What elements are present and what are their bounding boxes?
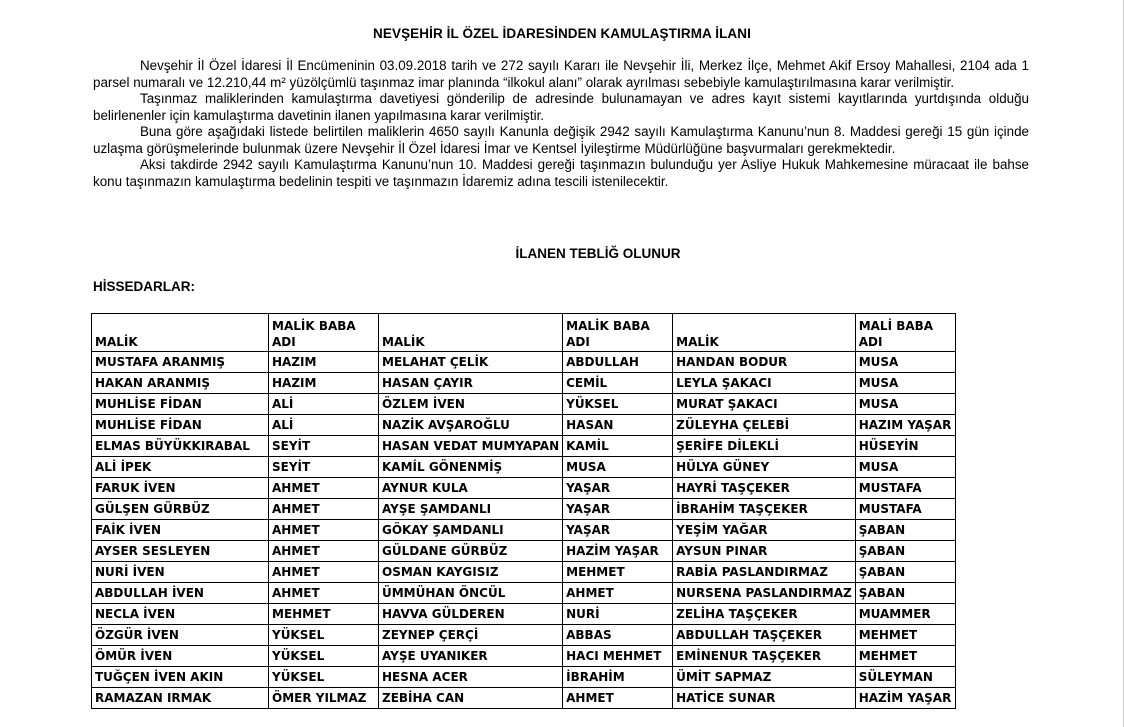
- table-header-row: [92, 314, 956, 352]
- cell-father-2: ABBAS: [563, 625, 673, 646]
- cell-father-1: YÜKSEL: [269, 646, 379, 667]
- paragraph-application: Buna göre aşağıdaki listede belirtilen maliklerin 4650 sayılı Kanunla değişik 2942 sayılı Kamulaştırma Kanunu’nun 8. Maddesi gereği 15 gün içinde uzlaşma görüşmelerinde bulunmak üzere Nevşehir İl Özel İdaresi İmar ve Kentsel İyileştirme Müdürlüğüne başvurmaları gerekmektedir.: [93, 124, 1029, 156]
- table-row: [92, 604, 956, 625]
- table-row: [92, 520, 956, 541]
- cell-father-1: AHMET: [269, 499, 379, 520]
- cell-father-3: HÜSEYİN: [855, 436, 955, 457]
- cell-owner-1: MUHLİSE FİDAN: [92, 394, 269, 415]
- cell-father-1: AHMET: [269, 562, 379, 583]
- cell-father-1: HAZIM: [269, 373, 379, 394]
- cell-father-1: HAZIM: [269, 352, 379, 373]
- document-title: NEVŞEHİR İL ÖZEL İDARESİNDEN KAMULAŞTIRMA İLANI: [373, 26, 751, 41]
- cell-owner-3: LEYLA ŞAKACI: [673, 373, 856, 394]
- cell-father-2: YAŞAR: [563, 499, 673, 520]
- table-row: [92, 541, 956, 562]
- table-row: [92, 583, 956, 604]
- cell-father-2: AHMET: [563, 583, 673, 604]
- cell-father-2: AHMET: [563, 688, 673, 709]
- shareholders-label: HİSSEDARLAR:: [93, 279, 196, 294]
- cell-father-1: AHMET: [269, 520, 379, 541]
- cell-owner-1: ALİ İPEK: [92, 457, 269, 478]
- cell-father-1: AHMET: [269, 583, 379, 604]
- cell-owner-2: GÜLDANE GÜRBÜZ: [379, 541, 563, 562]
- table-row: [92, 478, 956, 499]
- cell-father-3: HAZİM YAŞAR: [855, 688, 955, 709]
- cell-owner-1: HAKAN ARANMIŞ: [92, 373, 269, 394]
- cell-owner-1: ÖZGÜR İVEN: [92, 625, 269, 646]
- cell-owner-1: FAİK İVEN: [92, 520, 269, 541]
- cell-father-3: MUSTAFA: [855, 499, 955, 520]
- table-row: [92, 688, 956, 709]
- cell-owner-2: HESNA ACER: [379, 667, 563, 688]
- cell-owner-3: HÜLYA GÜNEY: [673, 457, 856, 478]
- notice-subtitle: İLANEN TEBLİĞ OLUNUR: [515, 246, 681, 261]
- cell-owner-2: ÜMMÜHAN ÖNCÜL: [379, 583, 563, 604]
- cell-father-2: YAŞAR: [563, 478, 673, 499]
- cell-father-1: SEYİT: [269, 436, 379, 457]
- cell-owner-3: MURAT ŞAKACI: [673, 394, 856, 415]
- cell-owner-2: HASAN ÇAYIR: [379, 373, 563, 394]
- paragraph-decision: Nevşehir İl Özel İdaresi İl Encümeninin 03.09.2018 tarih ve 272 sayılı Kararı ile Nevşehir İli, Merkez İlçe, Mehmet Akif Ersoy Mahallesi, 2104 ada 1 parsel numaralı ve 12.210,44 m² yüzölçümlü taşınmaz imar planında “ilkokul alanı” olarak ayrılması sebebiyle kamulaştırılmasına karar verilmiştir.: [93, 58, 1029, 90]
- cell-father-3: MUSTAFA: [855, 478, 955, 499]
- cell-owner-3: EMİNENUR TAŞÇEKER: [673, 646, 856, 667]
- cell-father-1: MEHMET: [269, 604, 379, 625]
- cell-father-2: HACI MEHMET: [563, 646, 673, 667]
- table-row: [92, 436, 956, 457]
- cell-father-1: ALİ: [269, 415, 379, 436]
- cell-owner-1: MUSTAFA ARANMIŞ: [92, 352, 269, 373]
- cell-owner-1: ELMAS BÜYÜKKIRABAL: [92, 436, 269, 457]
- cell-father-2: KAMİL: [563, 436, 673, 457]
- header-owner-3: MALİK: [673, 314, 856, 352]
- cell-father-3: MEHMET: [855, 646, 955, 667]
- table-row: [92, 373, 956, 394]
- cell-father-1: AHMET: [269, 478, 379, 499]
- cell-father-1: YÜKSEL: [269, 667, 379, 688]
- cell-owner-1: NURİ İVEN: [92, 562, 269, 583]
- cell-owner-1: AYSER SESLEYEN: [92, 541, 269, 562]
- table-row: [92, 625, 956, 646]
- cell-owner-2: AYNUR KULA: [379, 478, 563, 499]
- cell-father-3: ŞABAN: [855, 562, 955, 583]
- cell-owner-1: GÜLŞEN GÜRBÜZ: [92, 499, 269, 520]
- cell-father-3: ŞABAN: [855, 520, 955, 541]
- cell-owner-1: RAMAZAN IRMAK: [92, 688, 269, 709]
- cell-owner-3: ABDULLAH TAŞÇEKER: [673, 625, 856, 646]
- cell-father-2: İBRAHİM: [563, 667, 673, 688]
- table-row: [92, 499, 956, 520]
- cell-father-3: SÜLEYMAN: [855, 667, 955, 688]
- cell-father-1: ÖMER YILMAZ: [269, 688, 379, 709]
- cell-father-2: HASAN: [563, 415, 673, 436]
- header-father-2: MALİK BABA ADI: [563, 314, 673, 352]
- cell-owner-3: HANDAN BODUR: [673, 352, 856, 373]
- cell-owner-2: ÖZLEM İVEN: [379, 394, 563, 415]
- cell-owner-1: ÖMÜR İVEN: [92, 646, 269, 667]
- cell-father-3: MUSA: [855, 457, 955, 478]
- cell-owner-2: HASAN VEDAT MUMYAPAN: [379, 436, 563, 457]
- cell-father-3: MEHMET: [855, 625, 955, 646]
- table-row: [92, 646, 956, 667]
- cell-father-3: MUSA: [855, 352, 955, 373]
- shareholders-table: [91, 313, 956, 709]
- cell-father-1: SEYİT: [269, 457, 379, 478]
- cell-father-1: YÜKSEL: [269, 625, 379, 646]
- cell-owner-2: AYŞE UYANIKER: [379, 646, 563, 667]
- cell-owner-3: YEŞİM YAĞAR: [673, 520, 856, 541]
- cell-father-2: CEMİL: [563, 373, 673, 394]
- paragraph-notice: Taşınmaz maliklerinden kamulaştırma davetiyesi gönderilip de adresinde bulunamayan ve adres kayıt sistemi kayıtlarında yurtdışında olduğu belirlenenler için kamulaştırma davetinin ilanen yapılmasına karar verilmiştir.: [93, 91, 1029, 123]
- cell-father-2: YAŞAR: [563, 520, 673, 541]
- table-row: [92, 352, 956, 373]
- table-row: [92, 415, 956, 436]
- cell-owner-2: ZEYNEP ÇERÇİ: [379, 625, 563, 646]
- cell-father-3: HAZIM YAŞAR: [855, 415, 955, 436]
- cell-father-2: MEHMET: [563, 562, 673, 583]
- cell-father-2: ABDULLAH: [563, 352, 673, 373]
- cell-owner-1: FARUK İVEN: [92, 478, 269, 499]
- header-owner-1: MALİK: [92, 314, 269, 352]
- cell-owner-3: RABİA PASLANDIRMAZ: [673, 562, 856, 583]
- cell-owner-2: AYŞE ŞAMDANLI: [379, 499, 563, 520]
- cell-owner-2: GÖKAY ŞAMDANLI: [379, 520, 563, 541]
- cell-father-2: HAZİM YAŞAR: [563, 541, 673, 562]
- table-body: [92, 352, 956, 709]
- cell-owner-3: NURSENA PASLANDIRMAZ: [673, 583, 856, 604]
- cell-father-3: ŞABAN: [855, 541, 955, 562]
- cell-owner-3: ZÜLEYHA ÇELEBİ: [673, 415, 856, 436]
- cell-owner-3: İBRAHİM TAŞÇEKER: [673, 499, 856, 520]
- cell-owner-3: ŞERİFE DİLEKLİ: [673, 436, 856, 457]
- cell-father-1: ALİ: [269, 394, 379, 415]
- cell-owner-1: TUĞÇEN İVEN AKIN: [92, 667, 269, 688]
- cell-owner-1: MUHLİSE FİDAN: [92, 415, 269, 436]
- header-father-3: MALİ BABA ADI: [855, 314, 955, 352]
- cell-owner-3: AYSUN PINAR: [673, 541, 856, 562]
- cell-owner-2: ZEBİHA CAN: [379, 688, 563, 709]
- cell-owner-1: NECLA İVEN: [92, 604, 269, 625]
- cell-father-3: MUSA: [855, 394, 955, 415]
- cell-owner-2: MELAHAT ÇELİK: [379, 352, 563, 373]
- cell-owner-3: ZELİHA TAŞÇEKER: [673, 604, 856, 625]
- cell-father-2: NURİ: [563, 604, 673, 625]
- cell-owner-2: HAVVA GÜLDEREN: [379, 604, 563, 625]
- cell-owner-1: ABDULLAH İVEN: [92, 583, 269, 604]
- cell-owner-2: OSMAN KAYGISIZ: [379, 562, 563, 583]
- table-row: [92, 562, 956, 583]
- header-father-1: MALİK BABA ADI: [269, 314, 379, 352]
- cell-father-3: MUSA: [855, 373, 955, 394]
- table-row: [92, 667, 956, 688]
- cell-owner-3: HATİCE SUNAR: [673, 688, 856, 709]
- cell-owner-2: KAMİL GÖNENMİŞ: [379, 457, 563, 478]
- cell-father-2: MUSA: [563, 457, 673, 478]
- cell-owner-2: NAZİK AVŞAROĞLU: [379, 415, 563, 436]
- cell-father-1: AHMET: [269, 541, 379, 562]
- table-row: [92, 457, 956, 478]
- cell-father-2: YÜKSEL: [563, 394, 673, 415]
- cell-father-3: ŞABAN: [855, 583, 955, 604]
- header-owner-2: MALİK: [379, 314, 563, 352]
- paragraph-court: Aksi takdirde 2942 sayılı Kamulaştırma Kanunu’nun 10. Maddesi gereği taşınmazın bulunduğu yer Asliye Hukuk Mahkemesine müracaat ile bahse konu taşınmazın kamulaştırma bedelinin tespiti ve taşınmazın İdaremiz adına tescili istenilecektir.: [93, 157, 1029, 189]
- cell-owner-3: ÜMİT SAPMAZ: [673, 667, 856, 688]
- cell-owner-3: HAYRİ TAŞÇEKER: [673, 478, 856, 499]
- cell-father-3: MUAMMER: [855, 604, 955, 625]
- announcement-body: [93, 58, 1029, 190]
- table-row: [92, 394, 956, 415]
